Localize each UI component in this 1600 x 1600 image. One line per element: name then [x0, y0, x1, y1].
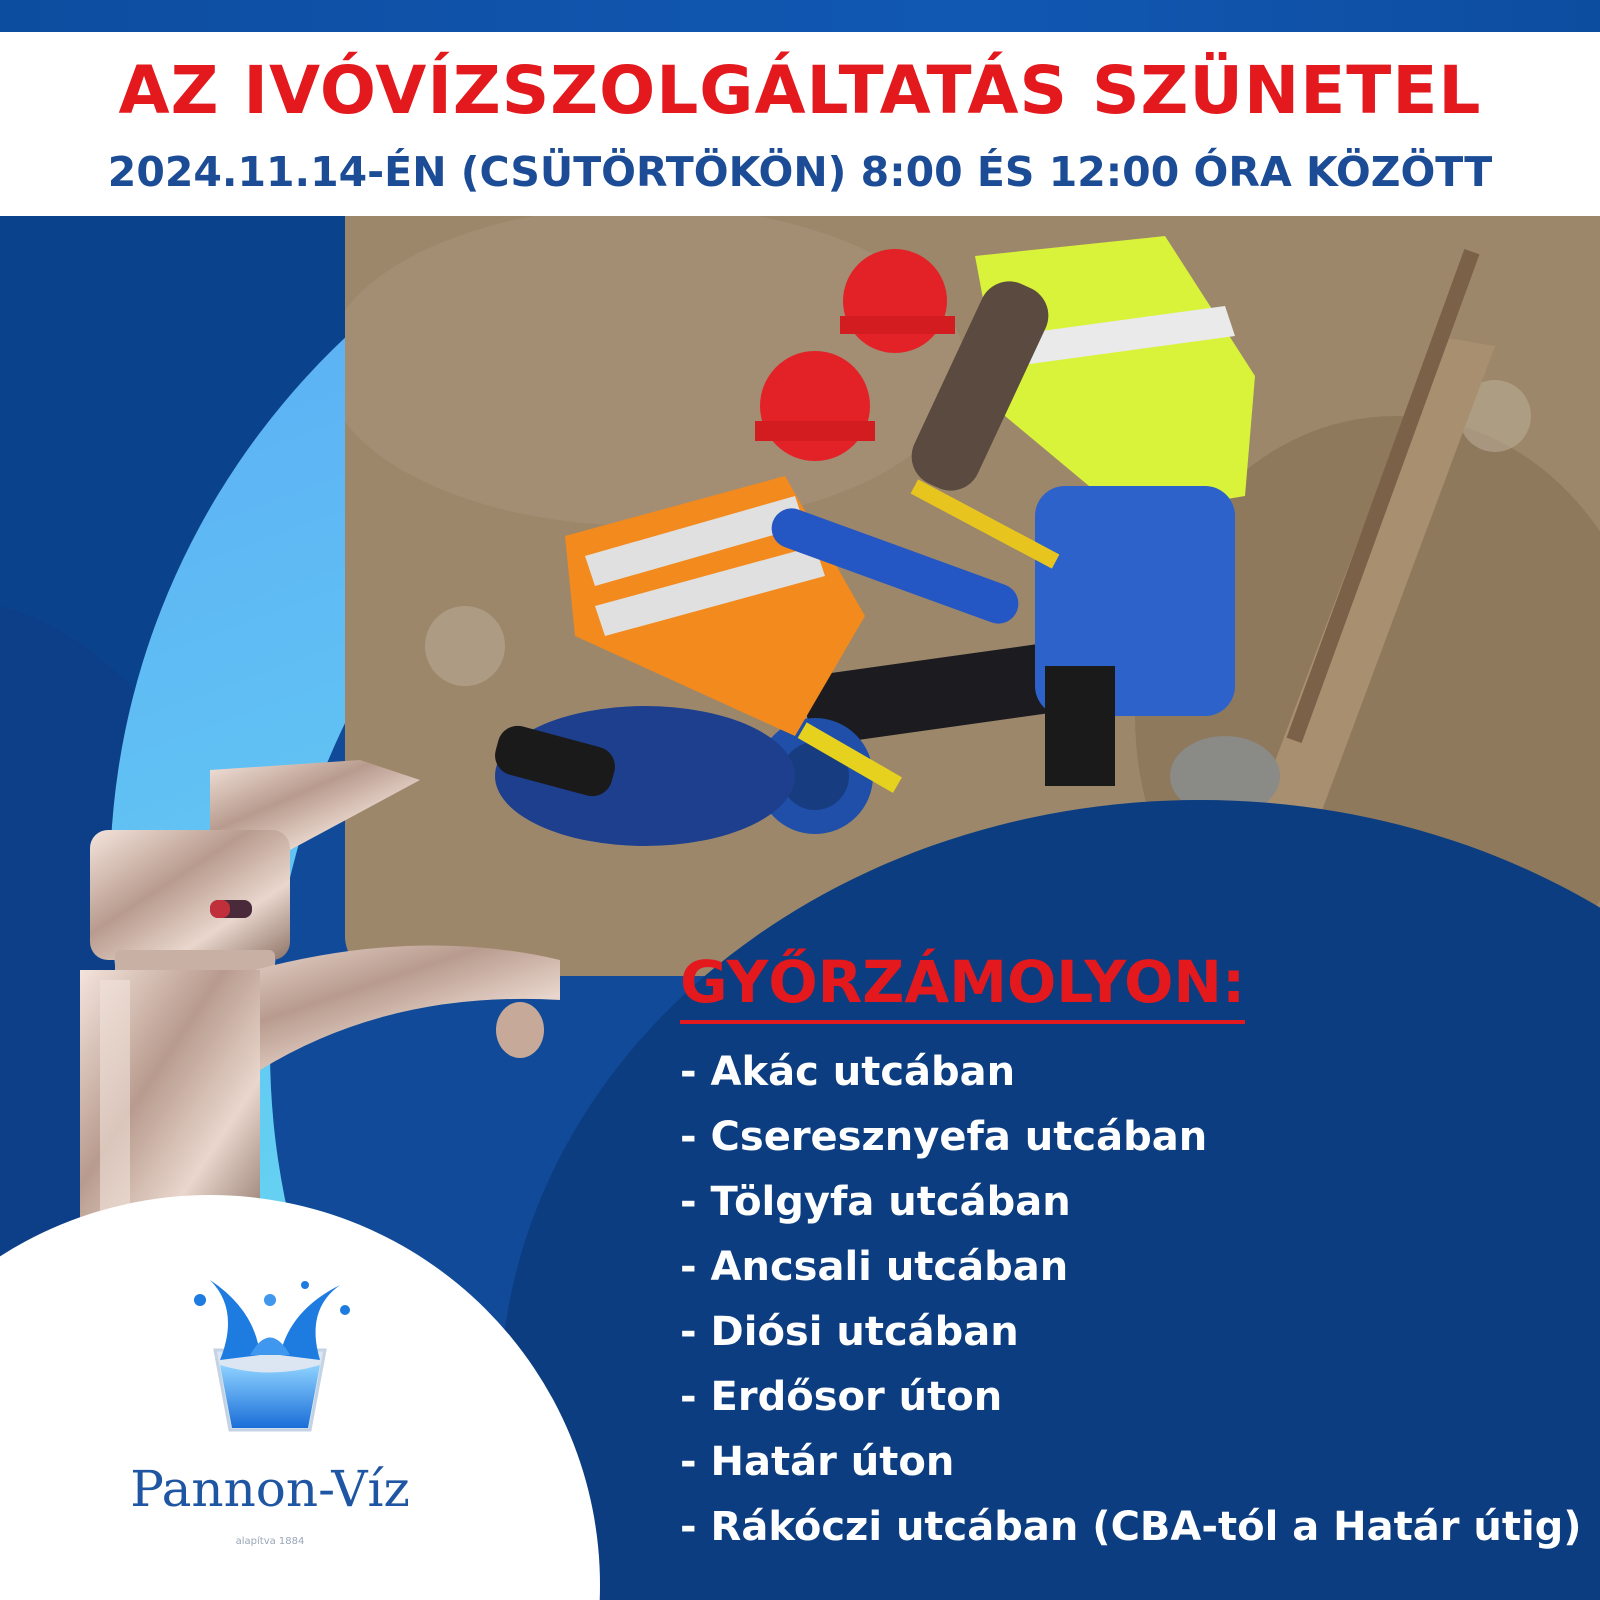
page-title: AZ IVÓVÍZSZOLGÁLTATÁS SZÜNETEL — [118, 52, 1482, 129]
list-item: - Tölgyfa utcában — [680, 1179, 1071, 1225]
list-item: - Akác utcában — [680, 1049, 1016, 1095]
logo-name: Pannon-Víz — [130, 1460, 410, 1518]
area-title: GYŐRZÁMOLYON: — [680, 948, 1245, 1024]
list-item: - Diósi utcában — [680, 1309, 1019, 1355]
faucet-image — [60, 740, 600, 1240]
top-stripe — [0, 0, 1600, 32]
list-item: - Rákóczi utcában (CBA-tól a Határ útig) — [680, 1504, 1582, 1550]
street-list — [680, 1040, 1582, 1560]
list-item: - Erdősor úton — [680, 1374, 1003, 1420]
list-item: - Határ úton — [680, 1439, 955, 1485]
list-item: - Ancsali utcában — [680, 1244, 1069, 1290]
water-splash-glass-icon — [180, 1270, 360, 1440]
page-subtitle: 2024.11.14-ÉN (CSÜTÖRTÖKÖN) 8:00 ÉS 12:00 ÓRA KÖZÖTT — [107, 148, 1493, 196]
list-item: - Cseresznyefa utcában — [680, 1114, 1208, 1160]
logo-founded: alapítva 1884 — [235, 1536, 305, 1547]
